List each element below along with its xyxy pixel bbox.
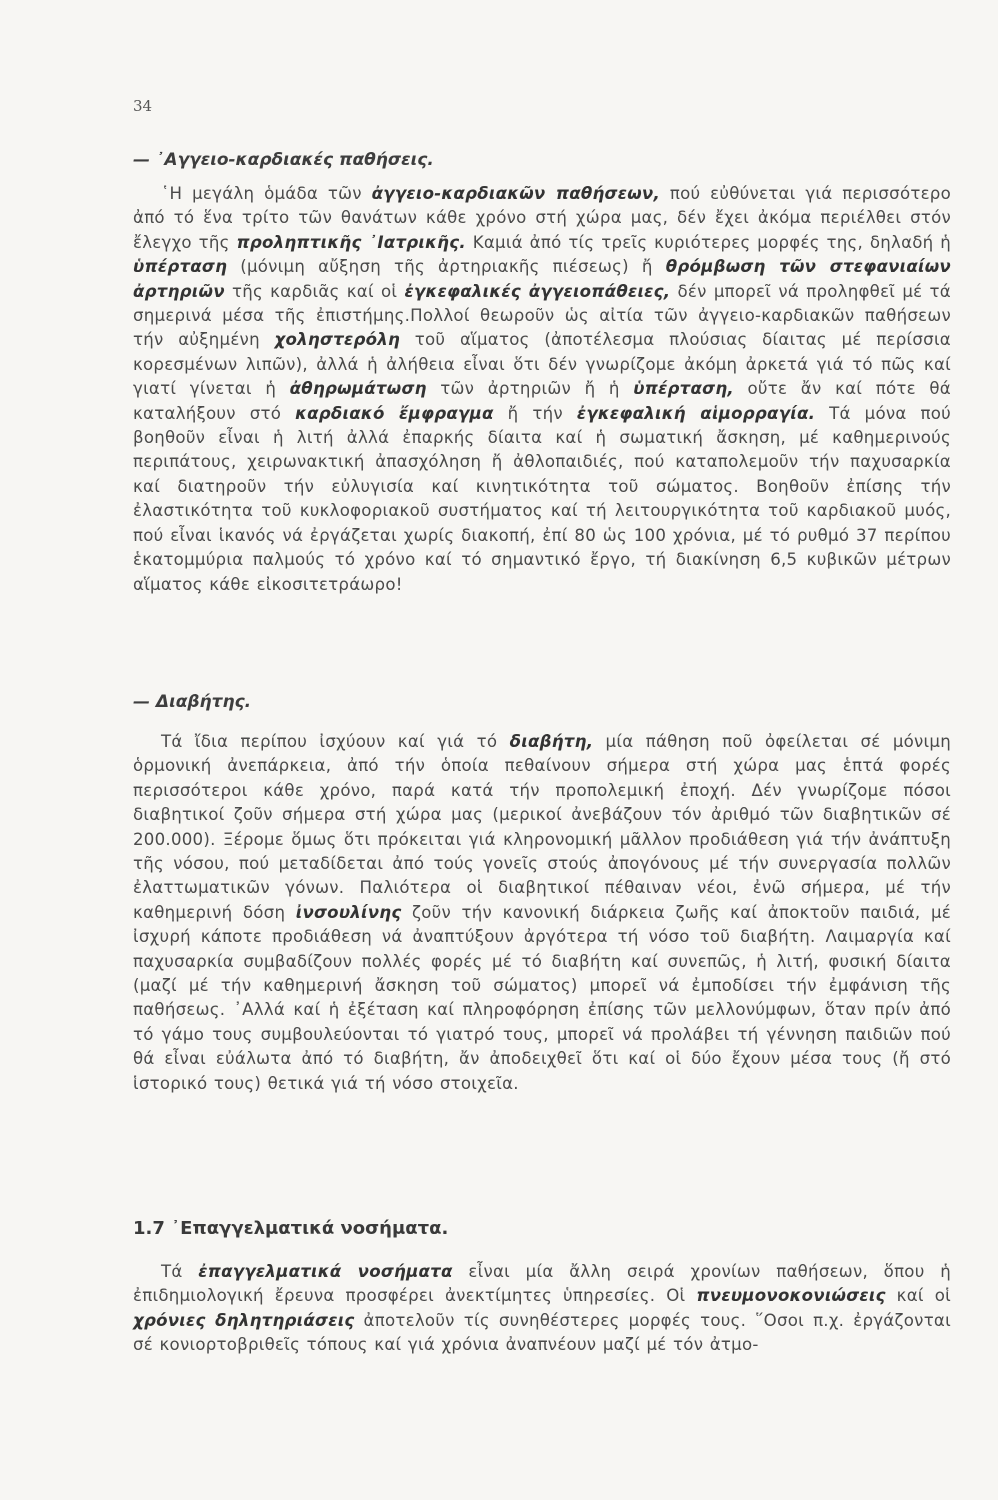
emphasized-term: ὑπέρταση [133,257,228,277]
text-run: (μόνιμη αὔξηση τῆς ἀρτηριακῆς πιέσεως) ἤ [227,257,666,277]
emphasized-term: χοληστερόλη [274,330,401,350]
text-run: τῆς καρδιᾶς καί οἱ [224,281,405,301]
text-run: καί οἱ [885,1286,951,1306]
text-run: τοῦ αἵματος (ἀποτέλεσμα πλούσιας δίαιτας μέ περίσσια κορεσμένων λιπῶν), ἀλλά ἡ ἀλήθεια εἶναι ὅτι δέν γνωρίζομε ἀκόμη ἀρκετά γιά τό πῶς καί γιατί γίνεται ἡ [133,330,952,399]
text-run: μία πάθηση ποῦ ὀφείλεται σέ μόνιμη ὁρμονική ἀνεπάρκεια, ἀπό τήν ὁποία πεθαίνουν σήμερα στή χώρα μας ἑπτά φορές περισσότεροι κάθε χρόνο, παρά κατά τήν προπολεμική ἐποχή. Δέν γνωρίζομε πόσοι διαβητικοί ζοῦν σήμερα στή χώρα μας (μερικοί ἀνεβάζουν τόν ἀριθμό τῶν διαβητικῶν σέ 200.000). Ξέρομε ὅμως ὅτι πρόκειται γιά κληρονομική μᾶλλον προδιάθεση γιά τήν ἀνάπτυξη τῆς νόσου, πού μεταδίδεται ἀπό τούς γονεῖς στούς ἀπογόνους μέ τήν συνεργασία πολλῶν ἐλαττωματικῶν γόνων. Παλιότερα οἱ διαβητικοί πέθαιναν νέοι, ἐνῶ σήμερα, μέ τήν καθημερινή δόση [133,732,951,922]
text-run: τῶν ἀρτηριῶν ἤ ἡ [426,379,634,399]
emphasized-term: προληπτικῆς ᾽Ιατρικῆς. [236,232,466,252]
paragraph-cardiovascular [133,182,951,597]
text-run: ἤ τήν [493,403,577,423]
paragraph-diabetes [133,730,951,1096]
text-run: Τά μόνα πού βοηθοῦν εἶναι ἡ λιτή ἀλλά ἐπαρκής δίαιτα καί ἡ σωματική ἄσκηση, μέ καθημερινούς περιπάτους, χειρωνακτική ἀπασχόληση ἤ ἀθλοπαιδιές, πού καταπολεμοῦν τήν παχυσαρκία καί διατηροῦν τήν εὐλυγισία καί κινητικότητα τοῦ σώματος. Βοηθοῦν ἐπίσης τήν ἐλαστικότητα τοῦ κυκλοφοριακοῦ συστήματος καί τή λειτουργικότητα τοῦ καρδιακοῦ μυός, πού εἶναι ἱκανός νά ἐργάζεται χωρίς διακοπή, ἐπί 80 ὡς 100 χρόνια, μέ τό ρυθμό 37 περίπου ἑκατομμύρια παλμούς τό χρόνο καί τό σημαντικό ἔργο, τή διακίνηση 6,5 κυβικῶν μέτρων αἵματος κάθε εἰκοσιτετράωρο! [133,403,952,594]
emphasized-term: ἀθηρωμάτωση [289,379,427,399]
paragraph-occupational-diseases [133,1260,951,1358]
emphasized-term: καρδιακό ἔμφραγμα [295,403,494,423]
text-run: Καμιά ἀπό τίς τρεῖς κυριότερες μορφές της, δηλαδή ἡ [465,232,952,252]
heading-cardiovascular: — ᾽Αγγειο-καρδιακές παθήσεις. [133,150,434,170]
text-run: οὔτε ἄν καί πότε θά καταλήξουν στό [133,379,951,423]
page-number: 34 [133,97,153,115]
section-title-occupational-diseases: 1.7 ᾽Επαγγελματικά νοσήματα. [133,1218,449,1239]
emphasized-term: ἐπαγγελματικά νοσήματα [198,1262,453,1281]
emphasized-term: ὑπέρταση, [633,379,734,399]
text-run: ἀποτελοῦν τίς συνηθέστερες μορφές τους. ῞Οσοι π.χ. ἐργάζονται σέ κονιορτοβριθεῖς τόπους καί γιά χρόνια ἀναπνέουν μαζί μέ τόν ἀτμο- [133,1310,951,1355]
emphasized-term: πνευμονοκονιώσεις [696,1286,886,1306]
text-run: ῾Η μεγάλη ὁμάδα τῶν [161,184,372,203]
text-run: ζοῦν τήν κανονική διάρκεια ζωῆς καί ἀποκτοῦν παιδιά, μέ ἰσχυρή κάποτε προδιάθεση νά ἀναπτύξουν ἀργότερα τή νόσο τοῦ διαβήτη. Λαιμαργία καί παχυσαρκία συμβαδίζουν πολλές φορές μέ τό διαβήτη καί συνεπῶς, ἡ λιτή, φυσική δίαιτα (μαζί μέ τήν καθημερινή ἄσκηση τοῦ σώματος) μπορεῖ νά ἐμποδίσει τήν ἐμφάνιση τῆς παθήσεως. ᾽Αλλά καί ἡ ἐξέταση καί πληροφόρηση ἐπίσης τῶν μελλονύμφων, ὅταν πρίν ἀπό τό γάμο τους συμβουλεύονται τό γιατρό τους, μπορεῖ νά προλάβει τή γέννηση παιδιῶν πού θά εἶναι εὐάλωτα ἀπό τό διαβήτη, ἄν ἀποδειχθεῖ ὅτι καί οἱ δύο ἔχουν μέσα τους (ἤ στό ἱστορικό τους) θετικά γιά τή νόσο στοιχεῖα. [133,902,951,1093]
emphasized-term: διαβήτη, [509,732,594,751]
text-run: δέν μπορεῖ νά προληφθεῖ μέ τά σημερινά μέσα τῆς ἐπιστήμης.Πολλοί θεωροῦν ὡς αἰτία τῶν ἀγγειο-καρδιακῶν παθήσεων τήν αὐξημένη [133,281,951,350]
emphasized-term: ἐγκεφαλικές ἀγγειοπάθειες, [404,281,671,301]
heading-diabetes: — Διαβήτης. [133,692,252,712]
emphasized-term: ἐγκεφαλική αἱμορραγία. [576,403,816,423]
emphasized-term: ἀγγειο-καρδιακῶν παθήσεων, [371,184,660,203]
text-run: Τά ἴδια περίπου ἰσχύουν καί γιά τό [161,732,510,751]
text-run: Τά [161,1262,199,1281]
emphasized-term: θρόμβωση τῶν στεφανιαίων ἀρτηριῶν [133,257,951,301]
emphasized-term: χρόνιες δηλητηριάσεις [133,1310,355,1330]
text-run: πού εὐθύνεται γιά περισσότερο ἀπό τό ἕνα τρίτο τῶν θανάτων κάθε χρόνο στή χώρα μας, δέν ἔχει ἀκόμα περιέλθει στόν ἔλεγχο τῆς [133,184,951,252]
emphasized-term: ἰνσουλίνης [295,902,402,922]
text-run: εἶναι μία ἄλλη σειρά χρονίων παθήσεων, ὅπου ἡ ἐπιδημιολογική ἔρευνα προσφέρει ἀνεκτίμητες ὑπηρεσίες. Οἱ [133,1262,952,1306]
